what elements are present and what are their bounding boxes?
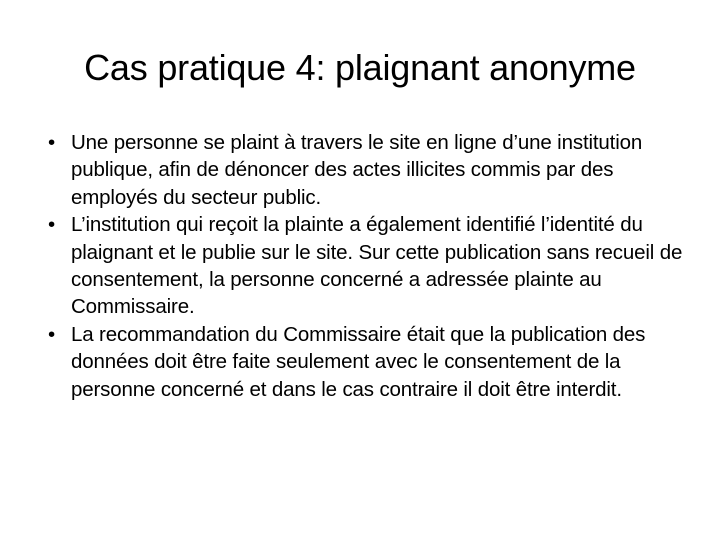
bullet-item (48, 129, 688, 211)
bullet-icon: • (48, 131, 56, 154)
bullet-list (48, 129, 688, 403)
bullet-icon: • (48, 213, 56, 237)
bullet-text: Une personne se plaint à travers le site en ligne d’une institution publique, afin de dénoncer des actes illicites commis par des employés du secteur public. (71, 131, 643, 209)
bullet-text: La recommandation du Commissaire était que la publication des données doit être faite seulement avec le consentement de la personne concerné et dans le cas contraire il doit être interdit. (71, 322, 646, 401)
slide-title: Cas pratique 4: plaignant anonyme (84, 47, 636, 88)
bullet-icon: • (48, 322, 56, 346)
bullet-item (48, 321, 688, 403)
bullet-text: L’institution qui reçoit la plainte a également identifié l’identité du plaignant et le publie sur le site. Sur cette publication sans recueil de consentement, la personne concerné a adressée plainte au Commissaire. (71, 213, 683, 319)
bullet-item (48, 211, 688, 321)
